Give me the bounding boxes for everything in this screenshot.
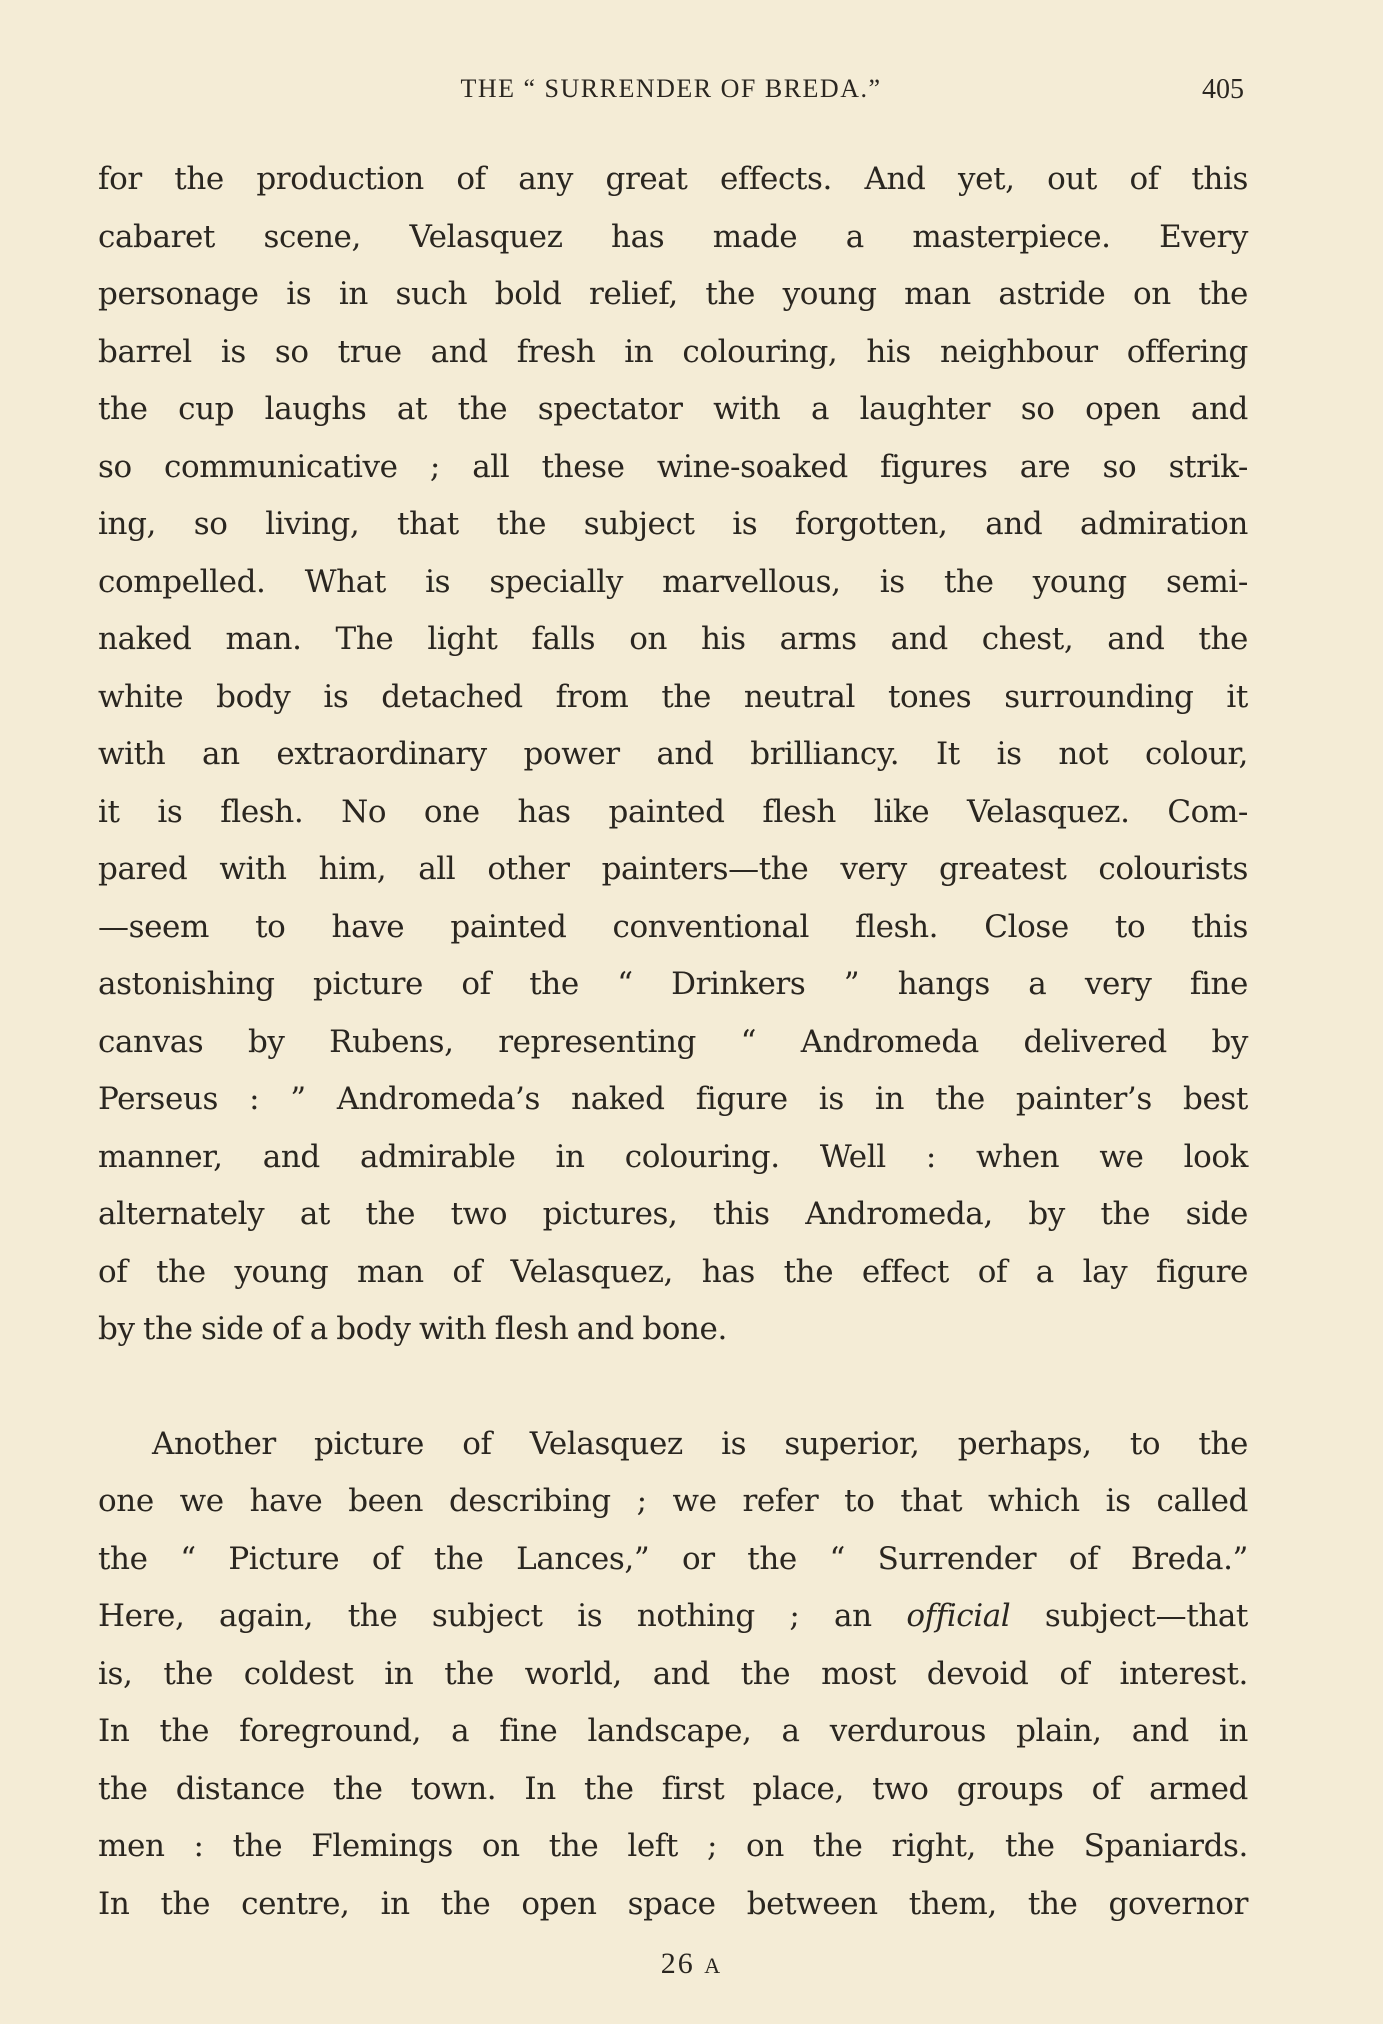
signature-mark (0, 1947, 1383, 1981)
text-line: Another picture of Velasquez is superior, perhaps, to the (152, 1425, 1248, 1462)
text-line: pared with him, all other painters—the very greatest colourists (98, 851, 1248, 887)
text-line: it is flesh. No one has painted flesh like Velasquez. Com- (98, 793, 1248, 830)
paragraph-gap (98, 1359, 1248, 1416)
text-run: Here, again, the subject is nothing ; an (98, 1598, 872, 1634)
text-line: men : the Flemings on the left ; on the right, the Spaniards. (98, 1828, 1248, 1864)
text-line: astonishing picture of the “ Drinkers ” hangs a very fine (98, 966, 1248, 1002)
text-line: of the young man of Velasquez, has the effect of a lay figure (98, 1253, 1248, 1290)
text-line: white body is detached from the neutral tones surrounding it (98, 678, 1248, 715)
text-line: is, the coldest in the world, and the most devoid of interest. (98, 1655, 1248, 1692)
text-run: subject—that (1044, 1598, 1248, 1634)
text-line: the distance the town. In the first place, two groups of armed (98, 1770, 1248, 1807)
text-line: for the production of any great effects. And yet, out of this (98, 161, 1248, 197)
text-line: ing, so living, that the subject is forgotten, and admiration (98, 506, 1248, 542)
text-line: naked man. The light falls on his arms and chest, and the (98, 621, 1248, 657)
text-line: In the centre, in the open space between them, the governor (98, 1885, 1248, 1922)
text-line: In the foreground, a fine landscape, a verdurous plain, and in (98, 1713, 1248, 1749)
paragraph-1 (98, 151, 1248, 1359)
text-line: the “ Picture of the Lances,” or the “ Surrender of Breda.” (98, 1540, 1248, 1577)
text-line-mixed (98, 1588, 1248, 1646)
running-title: THE “ SURRENDER OF BREDA.” (460, 74, 882, 103)
text-line: Perseus : ” Andromeda’s naked figure is in the painter’s best (98, 1081, 1248, 1117)
signature-number: 26 (660, 1947, 695, 1980)
signature-letter: A (704, 1953, 723, 1978)
text-line: compelled. What is specially marvellous, is the young semi- (98, 563, 1248, 600)
text-line: barrel is so true and fresh in colouring, his neighbour offering (98, 333, 1248, 370)
text-line: one we have been describing ; we refer to that which is called (98, 1483, 1248, 1519)
running-head (98, 74, 1244, 114)
text-line: cabaret scene, Velasquez has made a masterpiece. Every (98, 218, 1248, 255)
paragraph-2 (98, 1416, 1248, 1934)
text-line: alternately at the two pictures, this Andromeda, by the side (98, 1196, 1248, 1232)
text-line: the cup laughs at the spectator with a laughter so open and (98, 391, 1248, 427)
text-line: so communicative ; all these wine-soaked figures are so strik- (98, 448, 1248, 485)
text-line: personage is in such bold relief, the young man astride on the (98, 276, 1248, 312)
body-text (98, 151, 1248, 1933)
text-line: manner, and admirable in colouring. Well : when we look (98, 1138, 1248, 1175)
page-number: 405 (1202, 74, 1244, 105)
text-line: with an extraordinary power and brilliancy. It is not colour, (98, 736, 1248, 772)
text-line: —seem to have painted conventional flesh. Close to this (98, 908, 1248, 945)
italic-word: official (906, 1598, 1011, 1634)
text-line: canvas by Rubens, representing “ Andromeda delivered by (98, 1023, 1248, 1060)
text-line: by the side of a body with flesh and bone. (98, 1311, 727, 1347)
